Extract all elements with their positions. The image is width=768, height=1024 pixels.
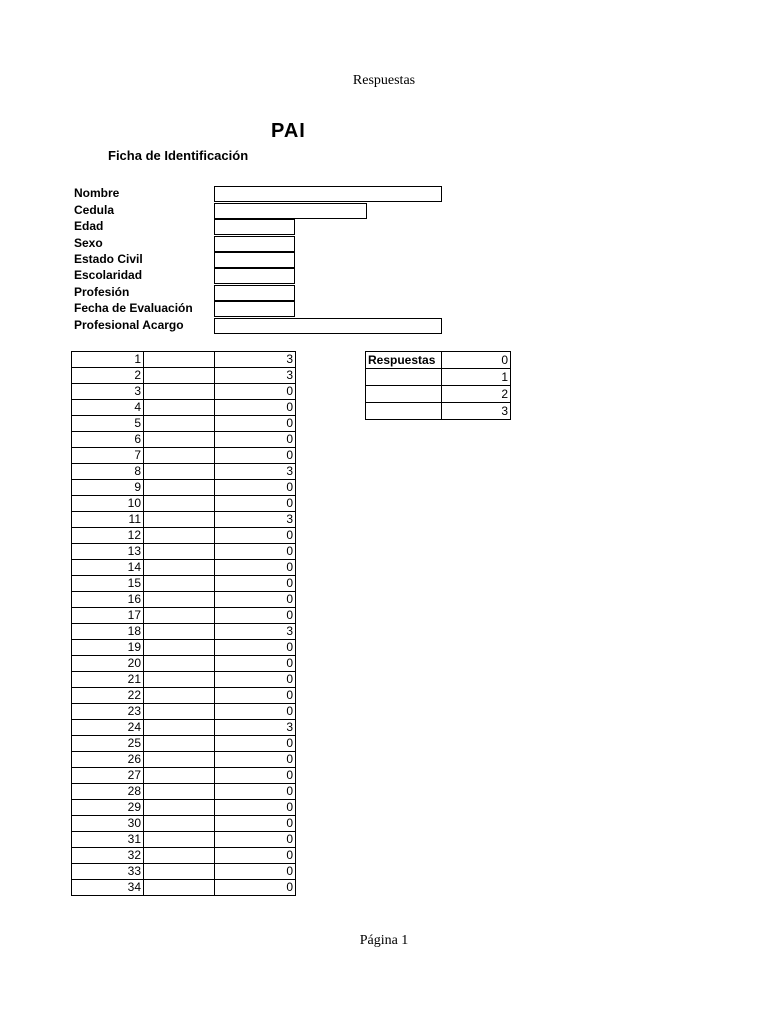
table-row [72,608,296,624]
item-number-cell: 33 [72,864,144,880]
score-cell: 0 [215,384,296,400]
legend-row [366,403,511,420]
score-cell: 0 [215,864,296,880]
score-cell: 0 [215,592,296,608]
item-number-cell: 24 [72,720,144,736]
item-number-cell: 21 [72,672,144,688]
table-row [72,544,296,560]
legend-value: 1 [442,369,511,386]
score-cell: 0 [215,528,296,544]
answer-cell[interactable] [144,768,215,784]
answer-cell[interactable] [144,640,215,656]
score-cell: 3 [215,464,296,480]
score-cell: 0 [215,576,296,592]
table-row [72,512,296,528]
item-number-cell: 30 [72,816,144,832]
item-number-cell: 11 [72,512,144,528]
score-grid [71,351,296,896]
profesion-field[interactable] [214,285,295,301]
label-cedula: Cedula [74,203,115,217]
item-number-cell: 27 [72,768,144,784]
answer-cell[interactable] [144,592,215,608]
answer-cell[interactable] [144,608,215,624]
answer-cell[interactable] [144,704,215,720]
cedula-field[interactable] [214,203,367,219]
score-cell: 0 [215,736,296,752]
table-row [72,496,296,512]
answer-cell[interactable] [144,864,215,880]
item-number-cell: 16 [72,592,144,608]
score-cell: 0 [215,560,296,576]
answer-cell[interactable] [144,496,215,512]
item-number-cell: 15 [72,576,144,592]
answer-cell[interactable] [144,464,215,480]
score-cell: 3 [215,368,296,384]
document-subtitle: Ficha de Identificación [108,148,249,163]
answer-cell[interactable] [144,880,215,896]
answer-cell[interactable] [144,416,215,432]
item-number-cell: 20 [72,656,144,672]
legend-label-cell [366,369,442,386]
edad-field[interactable] [214,219,295,235]
fecha-evaluacion-field[interactable] [214,301,295,317]
answer-cell[interactable] [144,800,215,816]
table-row [72,576,296,592]
table-row [72,864,296,880]
score-cell: 0 [215,432,296,448]
score-cell: 0 [215,800,296,816]
answer-cell[interactable] [144,784,215,800]
item-number-cell: 23 [72,704,144,720]
table-row [72,480,296,496]
label-nombre: Nombre [74,186,120,200]
item-number-cell: 10 [72,496,144,512]
score-cell: 0 [215,816,296,832]
score-cell: 0 [215,640,296,656]
answer-cell[interactable] [144,400,215,416]
score-cell: 0 [215,672,296,688]
label-profesional-acargo: Profesional Acargo [74,318,184,332]
score-cell: 3 [215,512,296,528]
label-profesion: Profesión [74,285,130,299]
answer-cell[interactable] [144,656,215,672]
score-cell: 3 [215,624,296,640]
sexo-field[interactable] [214,236,295,252]
estado-civil-field[interactable] [214,252,295,268]
table-row [72,752,296,768]
legend-row [366,386,511,403]
item-number-cell: 1 [72,352,144,368]
table-row [72,624,296,640]
label-edad: Edad [74,219,104,233]
answer-cell[interactable] [144,624,215,640]
table-row [72,832,296,848]
legend-label-cell [366,403,442,420]
answer-cell[interactable] [144,736,215,752]
item-number-cell: 13 [72,544,144,560]
legend-row [366,369,511,386]
table-row [72,704,296,720]
answer-cell[interactable] [144,528,215,544]
label-fecha-evaluacion: Fecha de Evaluación [74,301,193,315]
profesional-acargo-field[interactable] [214,318,442,334]
table-row [72,720,296,736]
label-escolaridad: Escolaridad [74,268,143,282]
table-row [72,784,296,800]
item-number-cell: 2 [72,368,144,384]
item-number-cell: 32 [72,848,144,864]
legend-header: Respuestas [366,352,442,369]
score-cell: 0 [215,448,296,464]
score-cell: 0 [215,608,296,624]
score-cell: 0 [215,880,296,896]
label-sexo: Sexo [74,236,103,250]
table-row [72,352,296,368]
score-cell: 0 [215,784,296,800]
table-row [72,528,296,544]
answer-cell[interactable] [144,544,215,560]
nombre-field[interactable] [214,186,442,202]
table-row [72,768,296,784]
item-number-cell: 17 [72,608,144,624]
item-number-cell: 14 [72,560,144,576]
answer-cell[interactable] [144,384,215,400]
label-estado-civil: Estado Civil [74,252,143,266]
item-number-cell: 9 [72,480,144,496]
answer-cell[interactable] [144,512,215,528]
legend-value: 3 [442,403,511,420]
score-cell: 0 [215,768,296,784]
item-number-cell: 25 [72,736,144,752]
score-cell: 0 [215,848,296,864]
table-row [72,640,296,656]
item-number-cell: 28 [72,784,144,800]
item-number-cell: 18 [72,624,144,640]
legend-label-cell [366,386,442,403]
table-row [72,560,296,576]
legend-row [366,352,511,369]
table-row [72,848,296,864]
table-row [72,880,296,896]
page-footer: Página 1 [359,933,409,948]
item-number-cell: 3 [72,384,144,400]
legend-value: 0 [442,352,511,369]
answer-cell[interactable] [144,352,215,368]
score-cell: 0 [215,544,296,560]
answer-cell[interactable] [144,720,215,736]
legend-value: 2 [442,386,511,403]
item-number-cell: 22 [72,688,144,704]
item-number-cell: 4 [72,400,144,416]
score-cell: 0 [215,400,296,416]
answer-cell[interactable] [144,368,215,384]
answer-cell[interactable] [144,432,215,448]
score-cell: 3 [215,352,296,368]
item-number-cell: 26 [72,752,144,768]
table-row [72,800,296,816]
score-cell: 0 [215,704,296,720]
answer-cell[interactable] [144,576,215,592]
score-cell: 0 [215,752,296,768]
item-number-cell: 29 [72,800,144,816]
escolaridad-field[interactable] [214,268,295,284]
answer-cell[interactable] [144,848,215,864]
table-row [72,368,296,384]
answer-cell[interactable] [144,480,215,496]
answer-cell[interactable] [144,816,215,832]
item-number-cell: 34 [72,880,144,896]
document-title: PAI [271,120,306,142]
table-row [72,400,296,416]
score-cell: 0 [215,688,296,704]
table-row [72,384,296,400]
table-row [72,592,296,608]
item-number-cell: 12 [72,528,144,544]
answer-cell[interactable] [144,832,215,848]
item-number-cell: 19 [72,640,144,656]
table-row [72,672,296,688]
table-row [72,448,296,464]
table-row [72,688,296,704]
table-row [72,816,296,832]
table-row [72,656,296,672]
score-cell: 0 [215,496,296,512]
item-number-cell: 7 [72,448,144,464]
item-number-cell: 5 [72,416,144,432]
table-row [72,736,296,752]
score-cell: 0 [215,480,296,496]
item-number-cell: 6 [72,432,144,448]
responses-legend [365,351,511,420]
item-number-cell: 8 [72,464,144,480]
answer-cell[interactable] [144,672,215,688]
table-row [72,464,296,480]
score-cell: 3 [215,720,296,736]
score-cell: 0 [215,832,296,848]
answer-cell[interactable] [144,560,215,576]
answer-cell[interactable] [144,448,215,464]
page-header: Respuestas [352,73,416,88]
answer-cell[interactable] [144,752,215,768]
item-number-cell: 31 [72,832,144,848]
score-cell: 0 [215,416,296,432]
table-row [72,432,296,448]
answer-cell[interactable] [144,688,215,704]
table-row [72,416,296,432]
score-cell: 0 [215,656,296,672]
